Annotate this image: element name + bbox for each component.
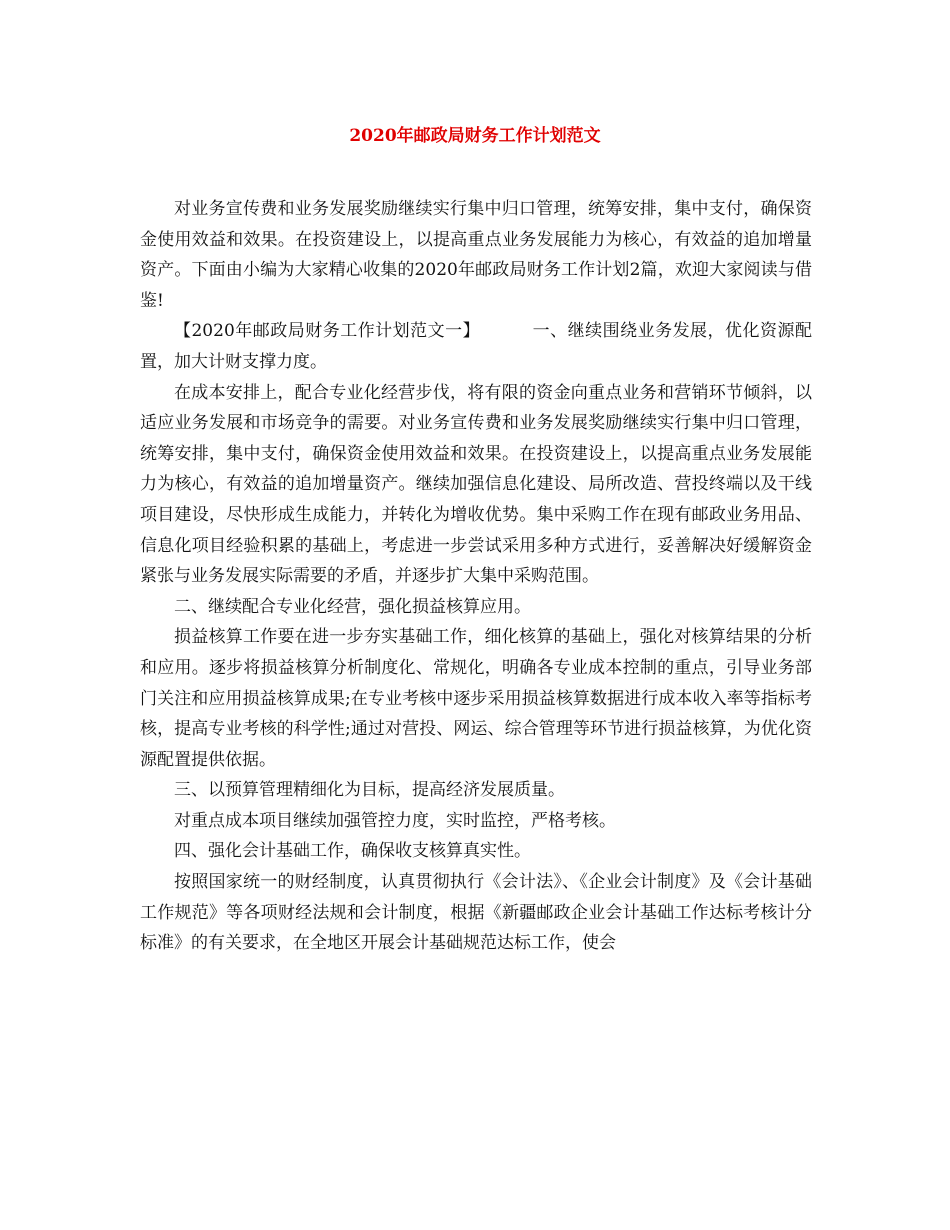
document-body	[140, 194, 812, 959]
section-label: 【2020年邮政局财务工作计划范文一】	[174, 321, 481, 342]
heading-two: 二、继续配合专业化经营，强化损益核算应用。	[174, 596, 531, 617]
section-heading: 一、继续围绕业务发展，优化资源配置，加大计财支撑力度。	[140, 321, 813, 372]
cost-paragraph: 在成本安排上，配合专业化经营步伐，将有限的资金向重点业务和营销环节倾斜，以适应业务发展和市场竞争的需要。对业务宣传费和业务发展奖励继续实行集中归口管理，统筹安排，集中支付，确保资金使用效益和效果。在投资建设上，以提高重点业务发展能力为核心，有效益的追加增量资产。继续加强信息化建设、局所改造、营投终端以及干线项目建设，尽快形成生成能力，并转化为增收优势。集中采购工作在现有邮政业务用品、信息化项目经验积累的基础上，考虑进一步尝试采用多种方式进行，妥善解决好缓解资金紧张与业务发展实际需要的矛盾，并逐步扩大集中采购范围。	[140, 382, 812, 587]
regulation-paragraph: 按照国家统一的财经制度，认真贯彻执行《会计法》、《企业会计制度》及《会计基础工作规范》等各项财经法规和会计制度，根据《新疆邮政企业会计基础工作达标考核计分标准》的有关要求，在全地区开展会计基础规范达标工作，使会	[140, 872, 812, 954]
control-paragraph: 对重点成本项目继续加强管控力度，实时监控，严格考核。	[174, 810, 616, 831]
heading-four: 四、强化会计基础工作，确保收支核算真实性。	[174, 841, 531, 862]
heading-three: 三、以预算管理精细化为目标，提高经济发展质量。	[174, 780, 565, 801]
accounting-paragraph: 损益核算工作要在进一步夯实基础工作，细化核算的基础上，强化对核算结果的分析和应用。逐步将损益核算分析制度化、常规化，明确各专业成本控制的重点，引导业务部门关注和应用损益核算成果;在专业考核中逐步采用损益核算数据进行成本收入率等指标考核，提高专业考核的科学性;通过对营投、网运、综合管理等环节进行损益核算，为优化资源配置提供依据。	[140, 627, 812, 770]
document-title: 2020年邮政局财务工作计划范文	[349, 126, 601, 146]
intro-paragraph: 对业务宣传费和业务发展奖励继续实行集中归口管理，统筹安排，集中支付，确保资金使用效益和效果。在投资建设上，以提高重点业务发展能力为核心，有效益的追加增量资产。下面由小编为大家精心收集的2020年邮政局财务工作计划2篇，欢迎大家阅读与借鉴!	[140, 199, 812, 311]
section-header-paragraph	[140, 316, 812, 377]
